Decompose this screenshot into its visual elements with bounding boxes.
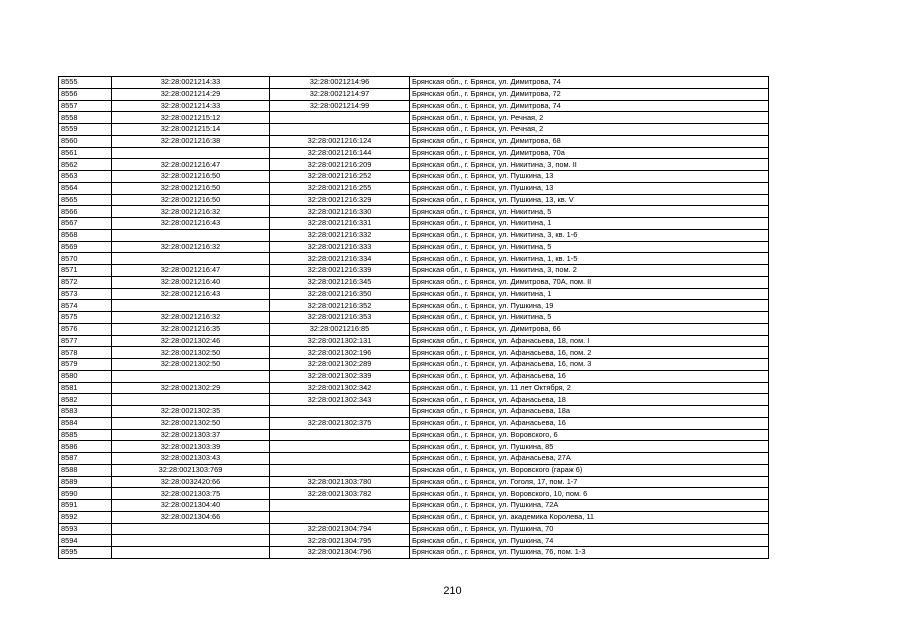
cadastral-object-cell: 32:28:0021216:330 — [270, 206, 410, 218]
cadastral-object-cell: 32:28:0021214:99 — [270, 100, 410, 112]
row-number-cell: 8571 — [59, 265, 112, 277]
row-number-cell: 8560 — [59, 135, 112, 147]
row-number-cell: 8589 — [59, 476, 112, 488]
cadastral-land-cell: 32:28:0021303:43 — [112, 453, 270, 465]
cadastral-object-cell: 32:28:0021216:333 — [270, 241, 410, 253]
cadastral-object-cell: 32:28:0021302:375 — [270, 417, 410, 429]
address-cell: Брянская обл., г. Брянск, ул. Афанасьева, 27А — [410, 453, 769, 465]
address-cell: Брянская обл., г. Брянск, ул. 11 лет Октября, 2 — [410, 382, 769, 394]
row-number-cell: 8574 — [59, 300, 112, 312]
cadastral-land-cell: 32:28:0021302:29 — [112, 382, 270, 394]
table-row — [59, 265, 769, 277]
cadastral-object-cell: 32:28:0021302:289 — [270, 359, 410, 371]
row-number-cell: 8577 — [59, 335, 112, 347]
table-row — [59, 312, 769, 324]
cadastral-land-cell: 32:28:0021216:38 — [112, 135, 270, 147]
cadastral-object-cell: 32:28:0021303:780 — [270, 476, 410, 488]
table-row — [59, 441, 769, 453]
cadastral-land-cell: 32:28:0021302:50 — [112, 347, 270, 359]
cadastral-land-cell: 32:28:0021216:50 — [112, 194, 270, 206]
cadastral-object-cell — [270, 112, 410, 124]
cadastral-land-cell: 32:28:0021304:66 — [112, 511, 270, 523]
cadastral-land-cell — [112, 229, 270, 241]
cadastral-object-cell — [270, 124, 410, 136]
cadastral-land-cell: 32:28:0021214:29 — [112, 88, 270, 100]
cadastral-object-cell — [270, 441, 410, 453]
cadastral-object-cell: 32:28:0021216:329 — [270, 194, 410, 206]
address-cell: Брянская обл., г. Брянск, ул. Димитрова, 70А, пом. II — [410, 276, 769, 288]
table-row — [59, 147, 769, 159]
row-number-cell: 8568 — [59, 229, 112, 241]
address-cell: Брянская обл., г. Брянск, ул. Афанасьева, 18 — [410, 394, 769, 406]
cadastral-land-cell — [112, 370, 270, 382]
table-row — [59, 500, 769, 512]
cadastral-land-cell: 32:28:0032420:66 — [112, 476, 270, 488]
address-cell: Брянская обл., г. Брянск, ул. академика Королева, 11 — [410, 511, 769, 523]
address-cell: Брянская обл., г. Брянск, ул. Пушкина, 13 — [410, 171, 769, 183]
table-row — [59, 124, 769, 136]
address-cell: Брянская обл., г. Брянск, ул. Пушкина, 76, пом. 1-3 — [410, 547, 769, 559]
address-cell: Брянская обл., г. Брянск, ул. Гоголя, 17, пом. 1-7 — [410, 476, 769, 488]
cadastral-object-cell: 32:28:0021214:96 — [270, 77, 410, 89]
address-cell: Брянская обл., г. Брянск, ул. Пушкина, 85 — [410, 441, 769, 453]
address-cell: Брянская обл., г. Брянск, ул. Пушкина, 70 — [410, 523, 769, 535]
table-row — [59, 229, 769, 241]
cadastral-object-cell: 32:28:0021216:209 — [270, 159, 410, 171]
cadastral-object-cell: 32:28:0021216:252 — [270, 171, 410, 183]
address-cell: Брянская обл., г. Брянск, ул. Пушкина, 74 — [410, 535, 769, 547]
cadastral-object-cell: 32:28:0021216:85 — [270, 323, 410, 335]
address-cell: Брянская обл., г. Брянск, ул. Димитрова, 74 — [410, 100, 769, 112]
cadastral-object-cell: 32:28:0021216:339 — [270, 265, 410, 277]
row-number-cell: 8590 — [59, 488, 112, 500]
address-cell: Брянская обл., г. Брянск, ул. Пушкина, 13, кв. V — [410, 194, 769, 206]
row-number-cell: 8579 — [59, 359, 112, 371]
table-row — [59, 77, 769, 89]
cadastral-object-cell: 32:28:0021302:342 — [270, 382, 410, 394]
table-row — [59, 276, 769, 288]
table-row — [59, 535, 769, 547]
address-cell: Брянская обл., г. Брянск, ул. Афанасьева, 16, пом. 3 — [410, 359, 769, 371]
table-row — [59, 429, 769, 441]
table-row — [59, 100, 769, 112]
registry-table — [58, 76, 769, 559]
row-number-cell: 8583 — [59, 406, 112, 418]
row-number-cell: 8575 — [59, 312, 112, 324]
cadastral-land-cell: 32:28:0021216:43 — [112, 218, 270, 230]
cadastral-land-cell: 32:28:0021304:40 — [112, 500, 270, 512]
cadastral-object-cell: 32:28:0021216:334 — [270, 253, 410, 265]
address-cell: Брянская обл., г. Брянск, ул. Афанасьева, 18а — [410, 406, 769, 418]
row-number-cell: 8569 — [59, 241, 112, 253]
table-row — [59, 394, 769, 406]
cadastral-object-cell: 32:28:0021216:144 — [270, 147, 410, 159]
table-row — [59, 218, 769, 230]
table-row — [59, 300, 769, 312]
cadastral-land-cell — [112, 253, 270, 265]
cadastral-object-cell: 32:28:0021216:124 — [270, 135, 410, 147]
cadastral-object-cell: 32:28:0021216:350 — [270, 288, 410, 300]
cadastral-land-cell: 32:28:0021303:75 — [112, 488, 270, 500]
table-row — [59, 347, 769, 359]
address-cell: Брянская обл., г. Брянск, ул. Димитрова, 68 — [410, 135, 769, 147]
cadastral-land-cell — [112, 523, 270, 535]
row-number-cell: 8586 — [59, 441, 112, 453]
row-number-cell: 8557 — [59, 100, 112, 112]
address-cell: Брянская обл., г. Брянск, ул. Афанасьева, 16 — [410, 417, 769, 429]
row-number-cell: 8559 — [59, 124, 112, 136]
address-cell: Брянская обл., г. Брянск, ул. Афанасьева, 18, пом. I — [410, 335, 769, 347]
row-number-cell: 8558 — [59, 112, 112, 124]
table-row — [59, 206, 769, 218]
cadastral-object-cell: 32:28:0021304:796 — [270, 547, 410, 559]
address-cell: Брянская обл., г. Брянск, ул. Никитина, 3, кв. 1-6 — [410, 229, 769, 241]
address-cell: Брянская обл., г. Брянск, ул. Воровского, 10, пом. 6 — [410, 488, 769, 500]
row-number-cell: 8562 — [59, 159, 112, 171]
cadastral-land-cell — [112, 147, 270, 159]
row-number-cell: 8567 — [59, 218, 112, 230]
table-row — [59, 182, 769, 194]
row-number-cell: 8591 — [59, 500, 112, 512]
cadastral-object-cell: 32:28:0021304:794 — [270, 523, 410, 535]
table-row — [59, 194, 769, 206]
address-cell: Брянская обл., г. Брянск, ул. Никитина, 3, пом. II — [410, 159, 769, 171]
cadastral-land-cell: 32:28:0021216:32 — [112, 241, 270, 253]
cadastral-object-cell: 32:28:0021216:352 — [270, 300, 410, 312]
cadastral-land-cell: 32:28:0021216:47 — [112, 159, 270, 171]
address-cell: Брянская обл., г. Брянск, ул. Воровского, 6 — [410, 429, 769, 441]
table-row — [59, 241, 769, 253]
table-row — [59, 359, 769, 371]
address-cell: Брянская обл., г. Брянск, ул. Воровского (гараж 6) — [410, 464, 769, 476]
cadastral-land-cell — [112, 535, 270, 547]
cadastral-land-cell: 32:28:0021216:50 — [112, 182, 270, 194]
table-row — [59, 370, 769, 382]
row-number-cell: 8570 — [59, 253, 112, 265]
address-cell: Брянская обл., г. Брянск, ул. Никитина, 1, кв. 1-5 — [410, 253, 769, 265]
row-number-cell: 8581 — [59, 382, 112, 394]
address-cell: Брянская обл., г. Брянск, ул. Пушкина, 19 — [410, 300, 769, 312]
cadastral-object-cell: 32:28:0021302:131 — [270, 335, 410, 347]
table-row — [59, 476, 769, 488]
cadastral-object-cell — [270, 429, 410, 441]
cadastral-land-cell: 32:28:0021216:32 — [112, 312, 270, 324]
cadastral-land-cell: 32:28:0021303:37 — [112, 429, 270, 441]
row-number-cell: 8556 — [59, 88, 112, 100]
row-number-cell: 8585 — [59, 429, 112, 441]
cadastral-object-cell — [270, 464, 410, 476]
cadastral-object-cell: 32:28:0021302:196 — [270, 347, 410, 359]
table-row — [59, 135, 769, 147]
table-row — [59, 547, 769, 559]
row-number-cell: 8563 — [59, 171, 112, 183]
cadastral-land-cell: 32:28:0021303:39 — [112, 441, 270, 453]
row-number-cell: 8555 — [59, 77, 112, 89]
cadastral-object-cell: 32:28:0021303:782 — [270, 488, 410, 500]
address-cell: Брянская обл., г. Брянск, ул. Никитина, 3, пом. 2 — [410, 265, 769, 277]
cadastral-object-cell — [270, 511, 410, 523]
table-row — [59, 523, 769, 535]
row-number-cell: 8587 — [59, 453, 112, 465]
address-cell: Брянская обл., г. Брянск, ул. Димитрова, 66 — [410, 323, 769, 335]
row-number-cell: 8564 — [59, 182, 112, 194]
address-cell: Брянская обл., г. Брянск, ул. Пушкина, 13 — [410, 182, 769, 194]
registry-table-body — [59, 77, 769, 559]
row-number-cell: 8573 — [59, 288, 112, 300]
address-cell: Брянская обл., г. Брянск, ул. Афанасьева, 16, пом. 2 — [410, 347, 769, 359]
cadastral-land-cell: 32:28:0021216:40 — [112, 276, 270, 288]
cadastral-land-cell — [112, 300, 270, 312]
table-row — [59, 464, 769, 476]
table-row — [59, 171, 769, 183]
row-number-cell: 8588 — [59, 464, 112, 476]
cadastral-object-cell: 32:28:0021302:339 — [270, 370, 410, 382]
address-cell: Брянская обл., г. Брянск, ул. Димитрова, 70а — [410, 147, 769, 159]
cadastral-object-cell: 32:28:0021302:343 — [270, 394, 410, 406]
address-cell: Брянская обл., г. Брянск, ул. Димитрова, 72 — [410, 88, 769, 100]
table-row — [59, 288, 769, 300]
cadastral-land-cell: 32:28:0021216:47 — [112, 265, 270, 277]
table-row — [59, 406, 769, 418]
address-cell: Брянская обл., г. Брянск, ул. Афанасьева, 16 — [410, 370, 769, 382]
table-row — [59, 453, 769, 465]
cadastral-land-cell: 32:28:0021302:46 — [112, 335, 270, 347]
cadastral-object-cell — [270, 453, 410, 465]
row-number-cell: 8576 — [59, 323, 112, 335]
cadastral-object-cell: 32:28:0021216:345 — [270, 276, 410, 288]
cadastral-object-cell: 32:28:0021216:332 — [270, 229, 410, 241]
table-row — [59, 335, 769, 347]
row-number-cell: 8584 — [59, 417, 112, 429]
cadastral-land-cell: 32:28:0021216:35 — [112, 323, 270, 335]
table-row — [59, 511, 769, 523]
table-row — [59, 253, 769, 265]
cadastral-object-cell — [270, 406, 410, 418]
cadastral-object-cell — [270, 500, 410, 512]
cadastral-object-cell: 32:28:0021214:97 — [270, 88, 410, 100]
cadastral-land-cell: 32:28:0021216:50 — [112, 171, 270, 183]
address-cell: Брянская обл., г. Брянск, ул. Речная, 2 — [410, 124, 769, 136]
address-cell: Брянская обл., г. Брянск, ул. Никитина, 5 — [410, 241, 769, 253]
address-cell: Брянская обл., г. Брянск, ул. Никитина, 1 — [410, 288, 769, 300]
table-row — [59, 488, 769, 500]
row-number-cell: 8593 — [59, 523, 112, 535]
cadastral-land-cell — [112, 394, 270, 406]
row-number-cell: 8561 — [59, 147, 112, 159]
cadastral-land-cell: 32:28:0021215:14 — [112, 124, 270, 136]
row-number-cell: 8580 — [59, 370, 112, 382]
table-row — [59, 88, 769, 100]
cadastral-land-cell — [112, 547, 270, 559]
table-row — [59, 112, 769, 124]
row-number-cell: 8578 — [59, 347, 112, 359]
page-number: 210 — [443, 585, 462, 597]
cadastral-object-cell: 32:28:0021216:353 — [270, 312, 410, 324]
cadastral-object-cell: 32:28:0021216:331 — [270, 218, 410, 230]
row-number-cell: 8565 — [59, 194, 112, 206]
cadastral-land-cell: 32:28:0021214:33 — [112, 77, 270, 89]
cadastral-land-cell: 32:28:0021216:43 — [112, 288, 270, 300]
address-cell: Брянская обл., г. Брянск, ул. Речная, 2 — [410, 112, 769, 124]
row-number-cell: 8566 — [59, 206, 112, 218]
table-row — [59, 159, 769, 171]
address-cell: Брянская обл., г. Брянск, ул. Никитина, 5 — [410, 312, 769, 324]
cadastral-land-cell: 32:28:0021214:33 — [112, 100, 270, 112]
row-number-cell: 8582 — [59, 394, 112, 406]
row-number-cell: 8595 — [59, 547, 112, 559]
cadastral-object-cell: 32:28:0021216:255 — [270, 182, 410, 194]
cadastral-land-cell: 32:28:0021303:769 — [112, 464, 270, 476]
cadastral-land-cell: 32:28:0021302:35 — [112, 406, 270, 418]
table-row — [59, 417, 769, 429]
row-number-cell: 8592 — [59, 511, 112, 523]
address-cell: Брянская обл., г. Брянск, ул. Димитрова, 74 — [410, 77, 769, 89]
address-cell: Брянская обл., г. Брянск, ул. Никитина, 5 — [410, 206, 769, 218]
cadastral-land-cell: 32:28:0021302:50 — [112, 417, 270, 429]
row-number-cell: 8572 — [59, 276, 112, 288]
table-row — [59, 382, 769, 394]
row-number-cell: 8594 — [59, 535, 112, 547]
cadastral-object-cell: 32:28:0021304:795 — [270, 535, 410, 547]
table-row — [59, 323, 769, 335]
address-cell: Брянская обл., г. Брянск, ул. Пушкина, 72А — [410, 500, 769, 512]
cadastral-land-cell: 32:28:0021215:12 — [112, 112, 270, 124]
cadastral-land-cell: 32:28:0021302:50 — [112, 359, 270, 371]
cadastral-land-cell: 32:28:0021216:32 — [112, 206, 270, 218]
address-cell: Брянская обл., г. Брянск, ул. Никитина, 1 — [410, 218, 769, 230]
